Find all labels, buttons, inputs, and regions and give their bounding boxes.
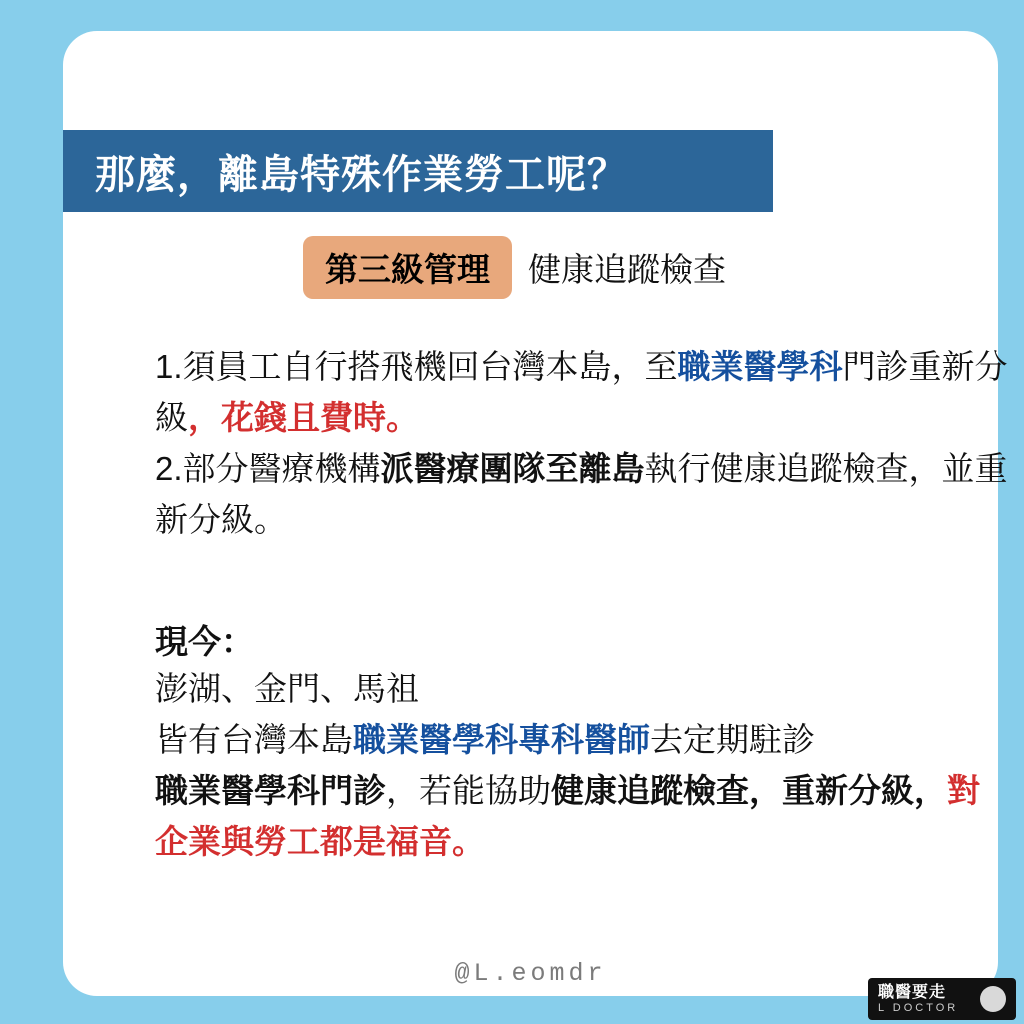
item1-red-highlight: 花錢且費時。 bbox=[221, 399, 419, 437]
item1-middle: 門診重新分級 bbox=[155, 348, 1008, 437]
list-item bbox=[155, 443, 1010, 545]
now-label: 現今： bbox=[155, 622, 254, 660]
list-item bbox=[155, 341, 1010, 443]
brand-logo-cn: 職醫要走 bbox=[878, 984, 947, 1002]
now2-blue-highlight: 職業醫學科專科醫師 bbox=[353, 720, 650, 758]
now3-plain2: ， bbox=[914, 771, 947, 809]
now-line-clinic bbox=[155, 765, 1010, 867]
now3-red-highlight: 對企業與勞工都是福音。 bbox=[155, 771, 980, 860]
item1-blue-highlight: 職業醫學科 bbox=[677, 348, 843, 385]
brand-logo-en: L DOCTOR bbox=[878, 1001, 959, 1014]
item1-prefix: 1.須員工自行搭飛機回台灣本島，至 bbox=[155, 348, 678, 385]
subtitle-label: 健康追蹤檢查 bbox=[528, 251, 726, 288]
brand-logo bbox=[868, 978, 1016, 1020]
now-line-islands: 澎湖、金門、馬祖 bbox=[155, 669, 419, 707]
now3-plain1: ，若能協助 bbox=[386, 771, 551, 809]
item2-suffix: 執行健康追蹤檢查，並重新分級。 bbox=[155, 450, 1008, 539]
body-block bbox=[155, 341, 1010, 867]
now3-bold1: 職業醫學科門診 bbox=[155, 771, 386, 809]
now-line-doctors bbox=[155, 714, 1010, 765]
content-card bbox=[63, 31, 1008, 996]
section-spacer bbox=[155, 546, 1010, 616]
status-badge: 第三級管理 bbox=[303, 236, 512, 299]
item2-prefix: 2.部分醫療機構 bbox=[155, 450, 381, 488]
subtitle-row bbox=[303, 236, 726, 299]
item2-bold: 派醫療團隊至離島 bbox=[380, 450, 645, 488]
now2-suffix: 去定期駐診 bbox=[650, 720, 815, 758]
now3-bold2: 健康追蹤檢查，重新分級 bbox=[551, 771, 914, 809]
brand-logo-mark-icon bbox=[980, 986, 1006, 1012]
now2-prefix: 皆有台灣本島 bbox=[155, 720, 353, 758]
item1-comma: ， bbox=[188, 399, 221, 437]
page-title: 那麼，離島特殊作業勞工呢？ bbox=[95, 152, 628, 197]
account-handle: @L.eomdr bbox=[454, 959, 607, 988]
header-band bbox=[63, 130, 773, 212]
